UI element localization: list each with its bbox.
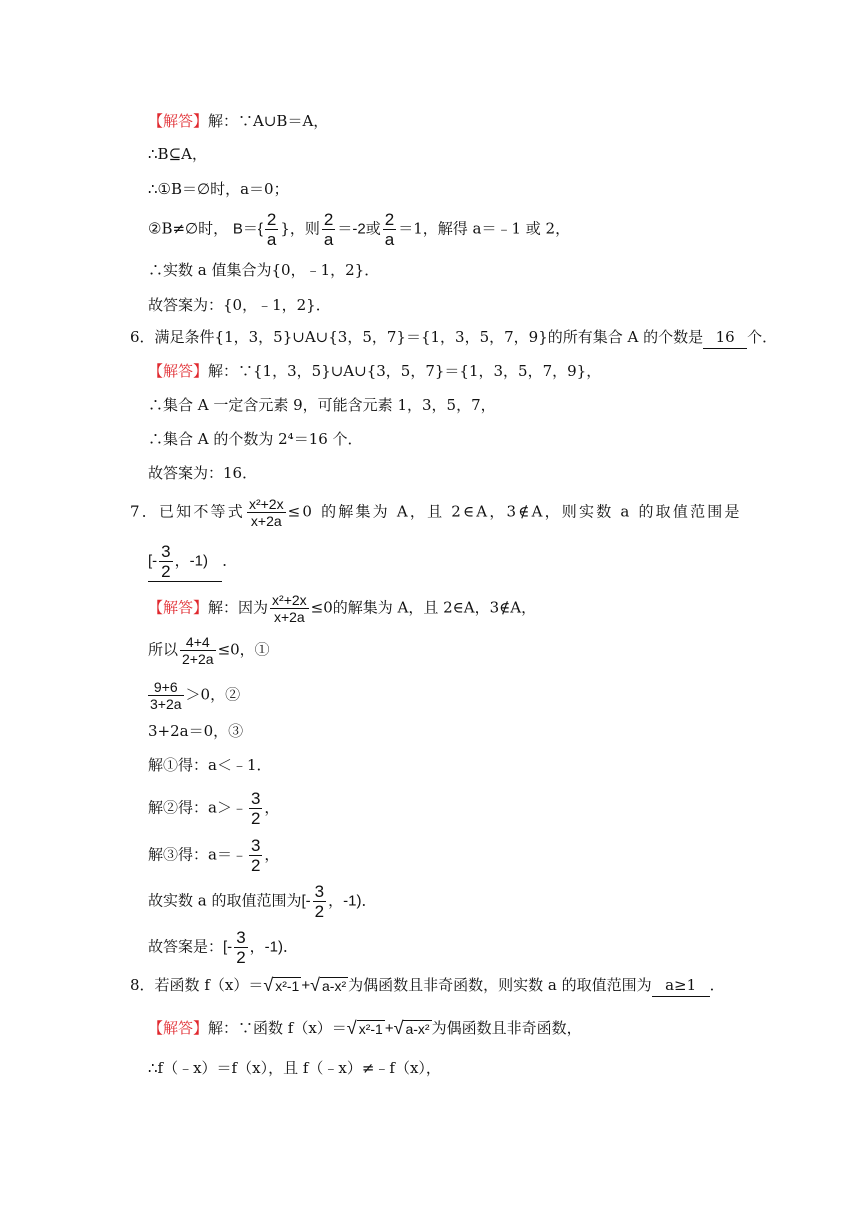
text: ∴f（﹣x）＝f（x），且 f（﹣x）≠﹣f（x）， [148,1059,441,1077]
text: ②B≠∅时， [148,219,229,238]
text: 故实数 a 的取值范围为 [148,891,302,910]
text: ∴集合 A 的个数为 2⁴＝16 个． [148,430,363,448]
fraction: $\frac{9+6}{3+2a}$ [150,679,182,712]
text: ∴①B＝∅时，a＝0； [148,180,289,198]
text: ． [709,976,725,994]
text: ≤0，① [217,640,270,659]
answer-line: 故实数 a 的取值范围为[- $\frac{3}{2}$ ，-1)． [148,882,377,921]
fraction: $\frac{2}{a}$ [323,210,334,249]
answer-line [148,294,331,316]
text: 满足条件{1，3，5}∪A∪{3，5，7}＝{1，3，5，7，9}的所有集合 A 的个数是 [154,328,704,346]
fraction: $\frac{3}{2}$ [161,542,171,581]
answer-tag: 【解答】 [148,1019,209,1037]
text: 为偶函数且非奇函数，则实数 a 的取值范围为 [348,976,652,994]
answer-blank: a≥1 [652,974,710,997]
answer-line: 故答案是：[- $\frac{3}{2}$ ，-1)． [148,928,298,967]
answer-line [148,1057,441,1079]
answer-blank: 16 [703,326,747,349]
answer-line: 解②得：a＞﹣ $\frac{3}{2}$ ， [148,789,280,828]
answer-line [148,592,536,625]
answer-line [148,394,496,416]
answer-line [148,720,243,742]
question-8: 8．若函数 f（x）＝√ x²-1 +√ a-x² 为偶函数且非奇函数，则实数 a 的取值范围为 a≥1 ． [130,974,725,998]
answer-line [148,754,272,776]
answer-line [148,178,289,200]
fraction: $\frac{3}{2}$ [250,789,261,828]
text: ＝-2或 [337,220,381,238]
text: 解②得：a＞﹣ [148,798,247,817]
answer-line [148,679,240,712]
answer-tag: 【解答】 [148,362,209,380]
text: 故答案为：16． [148,464,258,482]
question-number: 8． [130,976,155,994]
fraction: $\frac{2}{a}$ [384,210,395,249]
text: 解：因为 [208,598,269,617]
question-number: 7． [130,502,159,521]
answer-tag: 【解答】 [148,112,209,130]
answer-line [148,428,363,450]
text: ∴集合 A 一定含元素 9，可能含元素 1，3，5，7， [148,396,496,414]
answer-line [148,462,257,484]
answer-line [148,634,270,667]
text: 3+2a＝0，③ [148,722,244,740]
text: ≤0 的解集为 A，且 2∈A，3∉A，则实数 a 的取值范围是 [287,502,742,521]
text: 解③得：a＝﹣ [148,845,247,864]
fraction: $\frac{4+4}{2+2a}$ [182,634,214,667]
text: ∴B⊆A， [148,145,207,163]
text: ≤0的解集为 A，且 2∈A，3∉A， [310,598,537,617]
text: ∴实数 a 值集合为{0，﹣1，2}． [148,261,380,279]
fraction: $\frac{3}{2}$ [236,928,246,967]
text: 解①得：a＜﹣1． [148,756,272,774]
fraction: $\frac{2}{a}$ [266,210,277,249]
fraction: $\frac{\text{x²+2x}}{x+2a}$ [272,592,307,625]
answer-line [148,210,570,249]
question-6 [130,326,777,349]
text: 若函数 f（x）＝ [154,976,264,994]
text: 为偶函数且非奇函数， [431,1019,582,1037]
fraction: $\frac{\text{x²+2x}}{x+2a}$ [248,496,284,529]
answer-line [148,360,601,382]
text: }，则 [280,219,320,238]
text: B＝{ [232,220,263,238]
text: 解：∵函数 f（x）＝ [208,1019,347,1037]
answer-line [148,259,379,281]
answer-line: 解③得：a＝﹣ $\frac{3}{2}$ ， [148,836,280,875]
answer-blank: [- $\frac{3}{2}$ ，-1) [148,542,222,582]
text: ＝1，解得 a＝﹣1 或 2， [398,219,571,238]
sqrt-expression: √ a-x² [393,1018,430,1038]
text: ＞0，② [185,685,241,704]
sqrt-expression: √ x²-1 [263,975,300,995]
fraction: $\frac{3}{2}$ [250,836,261,875]
question-number: 6． [130,328,155,346]
text: 故答案为：{0，﹣1，2}． [148,296,331,314]
text: 解：∵{1，3，5}∪A∪{3，5，7}＝{1，3，5，7，9}， [208,362,602,380]
question-7-answer: [- $\frac{3}{2}$ ，-1) ． [148,542,238,581]
sqrt-expression: √ a-x² [310,975,347,995]
answer-line [148,110,328,132]
text: 已知不等式 [158,502,245,521]
question-7 [130,496,742,529]
text: 解：∵A∪B＝A， [208,112,329,130]
text: 故答案是： [148,937,224,956]
answer-tag: 【解答】 [148,598,209,617]
sqrt-expression: √ x²-1 [346,1018,383,1038]
text: 个． [747,328,778,346]
fraction: $\frac{3}{2}$ [314,882,325,921]
answer-line: 【解答】解：∵函数 f（x）＝√ x²-1 +√ a-x² 为偶函数且非奇函数， [148,1017,582,1041]
answer-line [148,143,207,165]
text: 所以 [148,640,179,659]
